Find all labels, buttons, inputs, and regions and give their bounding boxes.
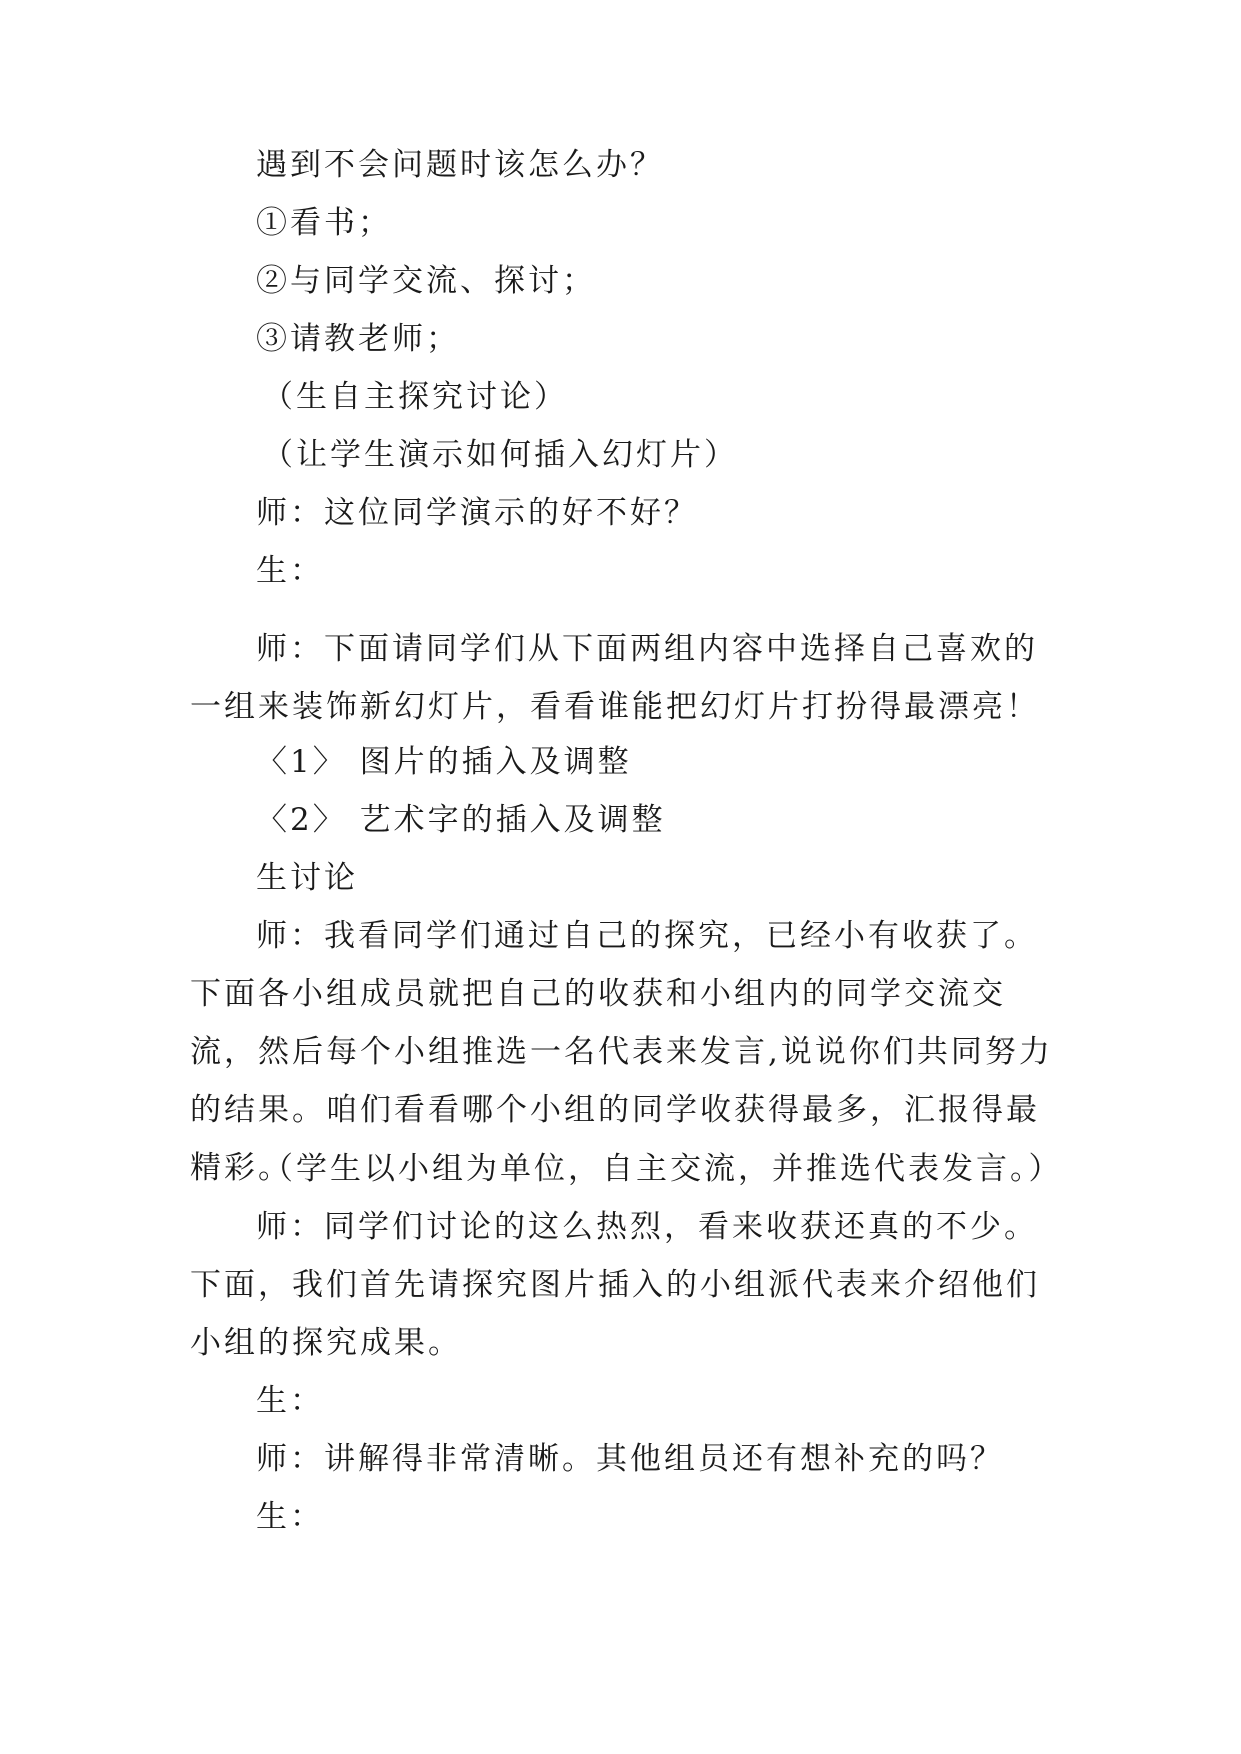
paragraph: 生： (256, 1383, 324, 1419)
paragraph: 师：下面请同学们从下面两组内容中选择自己喜欢的一组来装饰新幻灯片，看看谁能把幻灯片打扮得最漂亮！ (190, 631, 1040, 725)
paragraph: 师：讲解得非常清晰。其他组员还有想补充的吗？ (256, 1441, 1004, 1477)
paragraph: 〈2〉 艺术字的插入及调整 (256, 802, 666, 838)
paragraph: ②与同学交流、探讨； (256, 263, 596, 299)
paragraph: （生自主探究讨论） (262, 379, 568, 415)
paragraph: ①看书； (256, 205, 392, 241)
paragraph: 生： (256, 1499, 324, 1535)
paragraph: 〈1〉 图片的插入及调整 (256, 744, 632, 780)
paragraph: 师：这位同学演示的好不好？ (256, 495, 698, 531)
paragraph: 师：同学们讨论的这么热烈，看来收获还真的不少。下面，我们首先请探究图片插入的小组派代表来介绍他们小组的探究成果。 (190, 1209, 1040, 1361)
paragraph: 生讨论 (256, 860, 358, 896)
paragraph: ③请教老师； (256, 321, 460, 357)
paragraph: 遇到不会问题时该怎么办？ (256, 147, 664, 183)
paragraph: 师：我看同学们通过自己的探究，已经小有收获了。下面各小组成员就把自己的收获和小组内的同学交流交流，然后每个小组推选一名代表来发言,说说你们共同努力的结果。咱们看看哪个小组的同学收获得最多，汇报得最精彩。 (190, 918, 1053, 1186)
paragraph: 生： (256, 553, 324, 589)
paragraph: （让学生演示如何插入幻灯片） (262, 437, 738, 473)
paragraph: （学生以小组为单位，自主交流，并推选代表发言。） (262, 1151, 1063, 1187)
